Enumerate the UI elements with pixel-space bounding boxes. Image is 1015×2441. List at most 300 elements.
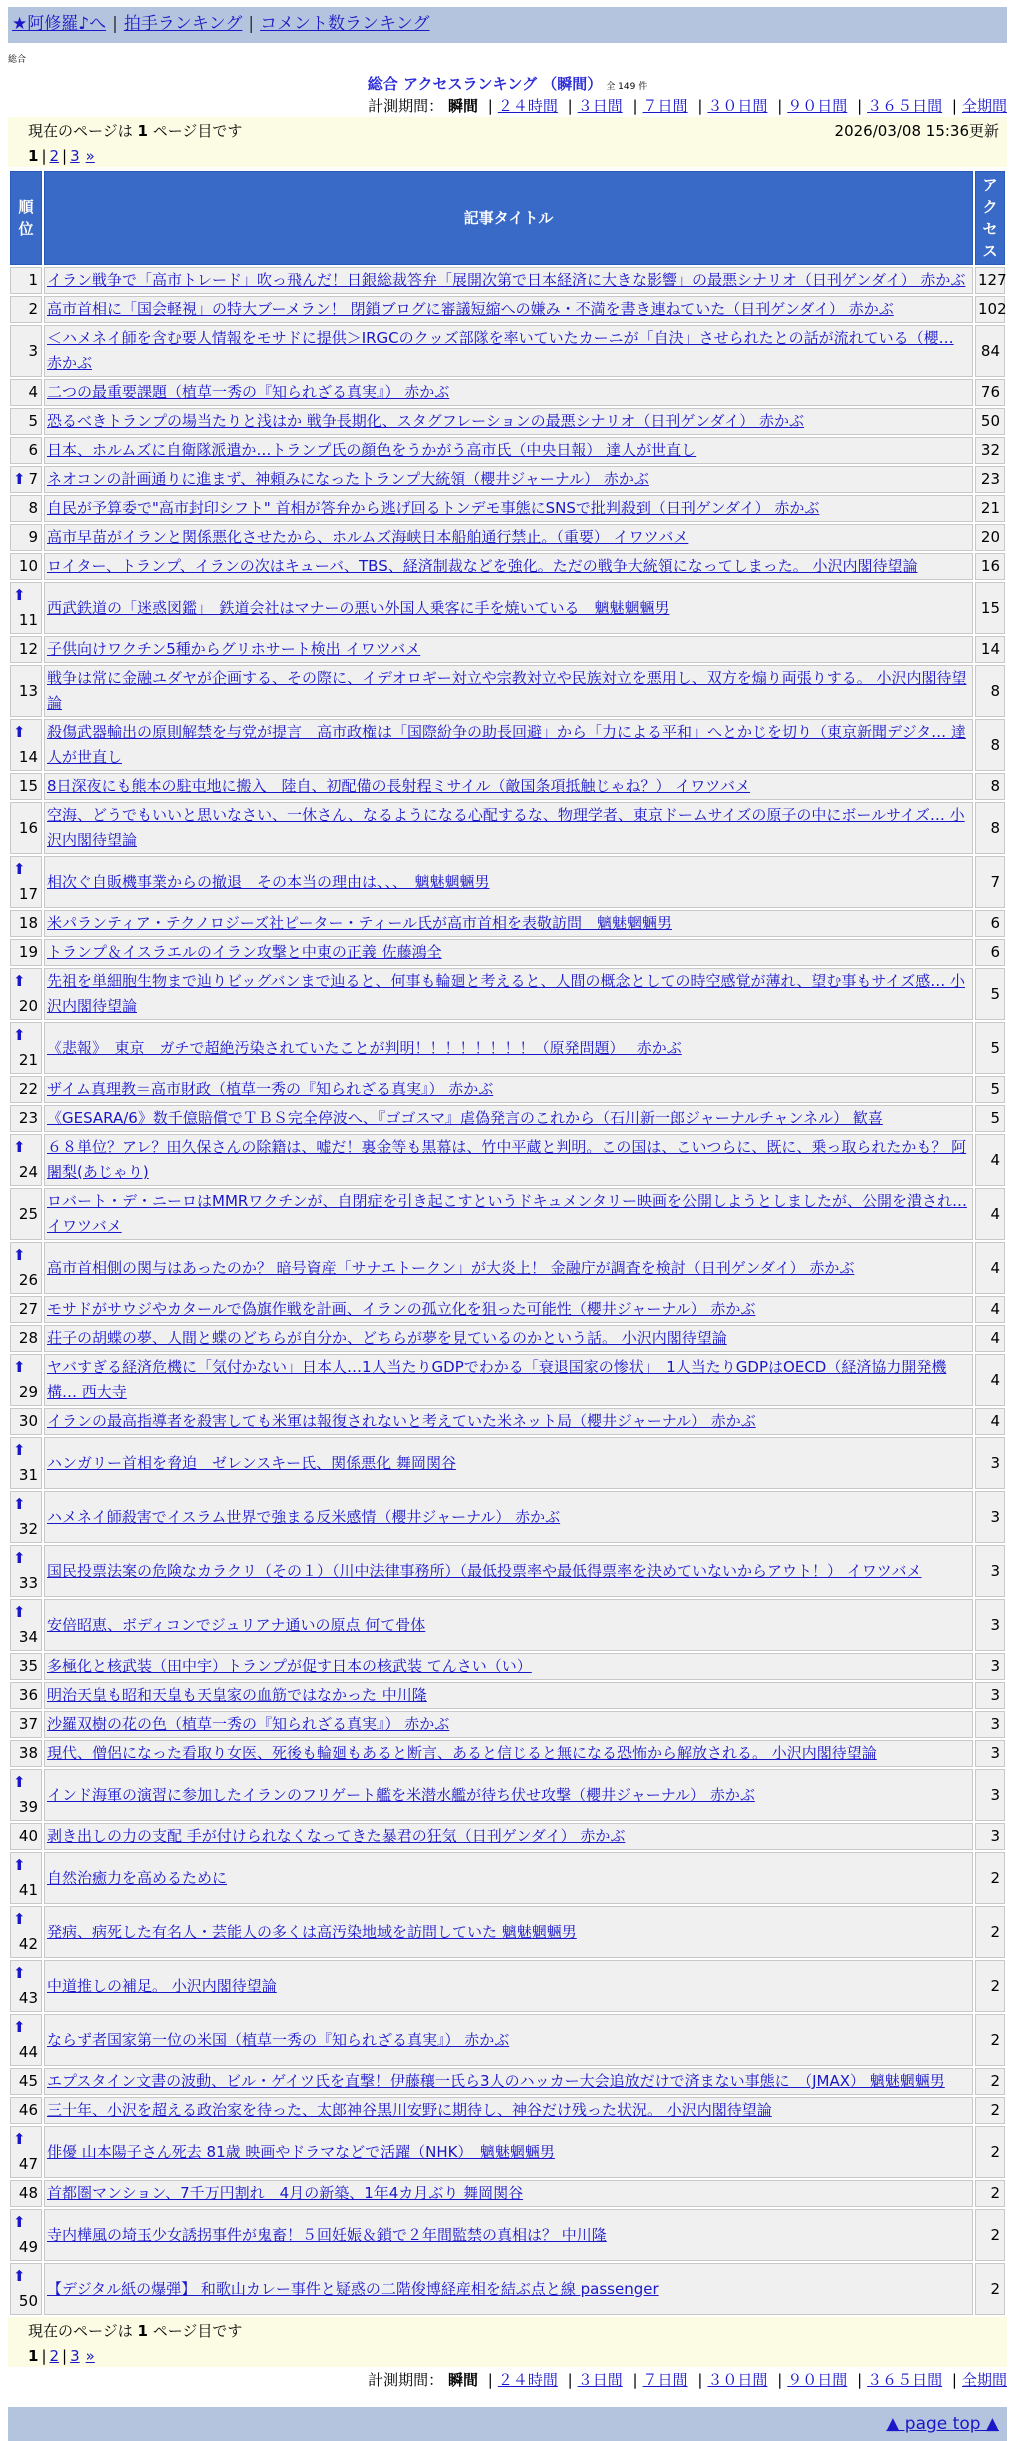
title-cell [44, 1682, 973, 1709]
article-link[interactable]: 沙羅双樹の花の色（植草一秀の『知られざる真実』） 赤かぶ [47, 1715, 450, 1733]
title-cell [44, 408, 973, 435]
access-count: 50 [975, 408, 1005, 435]
table-row [10, 325, 1005, 377]
period-24h-link[interactable]: ２４時間 [497, 97, 558, 115]
table-row [10, 719, 1005, 771]
access-count: 3 [975, 1682, 1005, 1709]
article-link[interactable]: 空海、どうでもいいと思いなさい、一休さん、なるようになる心配するな、物理学者、東京ドームサイズの原子の中にボールサイズ… 小沢内閣待望論 [47, 806, 965, 849]
pagination-top [8, 117, 1007, 167]
access-count: 4 [975, 1188, 1005, 1240]
rank-number: 16 [18, 818, 38, 837]
article-link[interactable]: 俳優 山本陽子さん死去 81歳 映画やドラマなどで活躍（NHK） 魑魅魍魎男 [47, 2142, 555, 2161]
up-arrow-icon: ⬆ [13, 470, 26, 488]
rank-number: 15 [18, 777, 38, 795]
article-link[interactable]: 三十年、小沢を超える政治家を待った、太郎神谷黒川安野に期待し、神谷だけ残った状況。 小沢内閣待望論 [47, 2101, 772, 2119]
access-count: 3 [975, 1491, 1005, 1543]
rank-number: 38 [18, 1744, 38, 1762]
page-links: 1 | 2 | 3 » [28, 2347, 95, 2365]
table-row [10, 2068, 1005, 2095]
table-row [10, 939, 1005, 966]
rank-cell [10, 2126, 42, 2178]
article-link[interactable]: ６８単位？アレ？田久保さんの除籍は、嘘だ！裏金等も黒幕は、竹中平蔵と判明。この国は、こいつらに、既に、乗っ取られたかも？ 阿闍梨(あじゃり) [47, 1138, 967, 1181]
rank-number: 29 [18, 1383, 38, 1401]
article-link[interactable]: 先祖を単細胞生物まで辿りビッグバンまで辿ると、何事も輪廻と考えると、人間の概念としての時空感覚が薄れ、望む事もサイズ感… 小沢内閣待望論 [47, 972, 965, 1015]
rank-cell [10, 1906, 42, 1958]
rank-cell [10, 524, 42, 551]
table-row [10, 1545, 1005, 1597]
article-link[interactable]: 安倍昭恵、ボディコンでジュリアナ通いの原点 何て骨体 [47, 1615, 426, 1634]
page-next-link[interactable]: » [85, 2347, 95, 2365]
period-90d-link[interactable]: ９０日間 [787, 97, 848, 115]
title-cell [44, 466, 973, 493]
period-current: 瞬間 [447, 97, 478, 115]
table-row [10, 1134, 1005, 1186]
rank-number: 49 [18, 2238, 38, 2256]
period-30d-link[interactable]: ３０日間 [707, 2371, 768, 2389]
title-cell [44, 910, 973, 937]
rank-cell [10, 1852, 42, 1904]
rank-number: 8 [28, 499, 38, 517]
access-count: 2 [975, 2126, 1005, 2178]
rank-cell [10, 582, 42, 634]
period-all-link[interactable]: 全期間 [961, 2371, 1007, 2389]
page-title [0, 73, 1015, 93]
article-link[interactable]: ハメネイ師殺害でイスラム世界で強まる反米感情（櫻井ジャーナル） 赤かぶ [47, 1507, 561, 1526]
table-row [10, 1437, 1005, 1489]
access-count: 76 [975, 379, 1005, 406]
rank-number: 35 [18, 1657, 38, 1675]
rank-cell [10, 1960, 42, 2012]
rank-number: 50 [18, 2292, 38, 2310]
article-link[interactable]: 相次ぐ自販機事業からの撤退 その本当の理由は、、、 魑魅魍魎男 [47, 872, 490, 891]
rank-cell [10, 437, 42, 464]
page-current: 1 [28, 147, 39, 165]
title-cell [44, 665, 973, 717]
up-arrow-icon: ⬆ [13, 2213, 26, 2231]
access-count: 127 [975, 267, 1005, 294]
up-arrow-icon: ⬆ [13, 1910, 26, 1928]
table-row [10, 2126, 1005, 2178]
access-count: 3 [975, 1823, 1005, 1850]
rank-cell [10, 1105, 42, 1132]
article-link[interactable]: 明治天皇も昭和天皇も天皇家の血筋ではなかった 中川隆 [47, 1686, 427, 1704]
article-link[interactable]: 日本、ホルムズに自衛隊派遣か…トランプ氏の顔色をうかがう高市氏（中央日報） 達人が世直し [47, 441, 697, 459]
period-90d-link[interactable]: ９０日間 [787, 2371, 848, 2389]
table-row [10, 665, 1005, 717]
page-suffix: ページ目です [152, 2322, 243, 2340]
article-link[interactable]: ロイター、トランプ、イランの次はキューバ、TBS、経済制裁などを強化。ただの戦争大統領になってしまった。 小沢内閣待望論 [47, 557, 918, 575]
rank-cell [10, 636, 42, 663]
table-row [10, 1076, 1005, 1103]
up-arrow-icon: ⬆ [13, 1358, 26, 1376]
rank-number: 18 [18, 914, 38, 932]
article-link[interactable]: 殺傷武器輸出の原則解禁を与党が提言 高市政権は「国際紛争の助長回避」から「力による平和」へとかじを切り（東京新聞デジタ… 達人が世直し [47, 723, 966, 766]
rank-cell [10, 267, 42, 294]
title-cell [44, 267, 973, 294]
access-count: 5 [975, 968, 1005, 1020]
article-link[interactable]: 戦争は常に金融ユダヤが企画する、その際に、イデオロギー対立や宗教対立や民族対立を悪用し、双方を煽り両張りする。 小沢内閣待望論 [47, 669, 967, 712]
rank-cell [10, 1354, 42, 1406]
access-count: 23 [975, 466, 1005, 493]
access-count: 2 [975, 2180, 1005, 2207]
table-row [10, 379, 1005, 406]
article-link[interactable]: 首都圏マンション、7千万円割れ 4月の新築、1年4カ月ぶり 舞岡関谷 [47, 2184, 524, 2202]
article-link[interactable]: 寺内樺風の埼玉少女誘拐事件が鬼畜！５回妊娠＆鎖で２年間監禁の真相は？ 中川隆 [47, 2225, 607, 2244]
table-row [10, 1906, 1005, 1958]
article-link[interactable]: 8日深夜にも熊本の駐屯地に搬入 陸自、初配備の長射程ミサイル（敵国条項抵触じゃね？） イワツバメ [47, 777, 750, 795]
rank-cell [10, 968, 42, 1020]
rank-number: 40 [18, 1827, 38, 1845]
rank-number: 25 [18, 1204, 38, 1223]
home-link[interactable]: ★阿修羅♪へ [12, 14, 107, 34]
rank-number: 11 [18, 611, 38, 629]
rank-cell [10, 1437, 42, 1489]
article-link[interactable]: 荘子の胡蝶の夢、人間と蝶のどちらが自分か、どちらが夢を見ているのかという話。 小沢内閣待望論 [47, 1329, 727, 1347]
article-link[interactable]: 発病、病死した有名人・芸能人の多くは高汚染地域を訪問していた 魑魅魍魎男 [47, 1922, 577, 1941]
rank-number: 48 [18, 2184, 38, 2202]
title-cell [44, 2263, 973, 2315]
article-link[interactable]: 中道推しの補足。 小沢内閣待望論 [47, 1976, 277, 1995]
rank-number: 13 [18, 681, 38, 700]
rank-cell [10, 296, 42, 323]
article-link[interactable]: 米パランティア・テクノロジーズ社ピーター・ティール氏が高市首相を表敬訪問 魑魅魍魎男 [47, 914, 673, 932]
rank-cell [10, 1076, 42, 1103]
access-count: 2 [975, 1960, 1005, 2012]
table-row [10, 582, 1005, 634]
title-cell [44, 1769, 973, 1821]
rank-cell [10, 1296, 42, 1323]
up-arrow-icon: ⬆ [13, 1964, 26, 1982]
up-arrow-icon: ⬆ [13, 972, 26, 990]
table-row [10, 1823, 1005, 1850]
rank-number: 44 [18, 2043, 38, 2061]
title-cell [44, 856, 973, 908]
article-link[interactable]: トランプ＆イスラエルのイラン攻撃と中東の正義 佐藤鴻全 [47, 943, 442, 961]
article-link[interactable]: ハンガリー首相を脅迫 ゼレンスキー氏、関係悪化 舞岡関谷 [47, 1453, 456, 1472]
rank-cell [10, 379, 42, 406]
access-count: 2 [975, 2263, 1005, 2315]
rank-cell [10, 1134, 42, 1186]
rank-number: 12 [18, 640, 38, 658]
title-cell [44, 1296, 973, 1323]
period-all-link[interactable]: 全期間 [961, 97, 1007, 115]
table-row [10, 1852, 1005, 1904]
rank-number: 9 [28, 528, 38, 546]
up-arrow-icon: ⬆ [13, 1441, 26, 1459]
title-cell [44, 582, 973, 634]
table-row [10, 1653, 1005, 1680]
rank-number: 43 [18, 1989, 38, 2007]
table-row [10, 1242, 1005, 1294]
category-label: 総合 [8, 55, 27, 65]
current-page-text [28, 2320, 999, 2341]
title-cell [44, 636, 973, 663]
title-cell [44, 1437, 973, 1489]
page-suffix: ページ目です [152, 122, 243, 140]
page-prefix: 現在のページは [28, 122, 133, 140]
period-3d-link[interactable]: ３日間 [577, 2371, 623, 2389]
access-count: 2 [975, 2068, 1005, 2095]
rank-number: 22 [18, 1080, 38, 1098]
title-cell [44, 325, 973, 377]
table-row [10, 2263, 1005, 2315]
table-row [10, 2014, 1005, 2066]
title-cell [44, 1545, 973, 1597]
access-count: 8 [975, 665, 1005, 717]
title-cell [44, 1906, 973, 1958]
period-label: 計測期間： [368, 2371, 444, 2389]
table-header-row [10, 171, 1005, 265]
rank-cell [10, 466, 42, 493]
article-link[interactable]: 高市首相に「国会軽視」の特大ブーメラン！ 閉鎖ブログに審議短縮への嫌み・不満を書き連ねていた（日刊ゲンダイ） 赤かぶ [47, 300, 894, 318]
period-365d-link[interactable]: ３６５日間 [867, 97, 943, 115]
rank-cell [10, 1740, 42, 1767]
access-count: 3 [975, 1711, 1005, 1738]
rank-cell [10, 2180, 42, 2207]
period-7d-link[interactable]: ７日間 [642, 97, 688, 115]
article-link[interactable]: 【デジタル紙の爆弾】 和歌山カレー事件と疑惑の二階俊博経産相を結ぶ点と線 passenger [47, 2279, 659, 2298]
table-row [10, 1296, 1005, 1323]
rank-number: 21 [18, 1051, 38, 1069]
title-cell [44, 1852, 973, 1904]
access-count: 15 [975, 582, 1005, 634]
article-link[interactable]: イラン戦争で「高市トレード」吹っ飛んだ！日銀総裁答弁「展開次第で日本経済に大きな影響」の最悪シナリオ（日刊ゲンダイ） 赤かぶ [47, 271, 966, 289]
access-count: 102 [975, 296, 1005, 323]
period-selector-bottom: 計測期間： 瞬間 | ２４時間 | ３日間 | ７日間 | ３０日間 | ９０日間 | ３６５日間 | 全期間 [368, 2371, 1007, 2389]
table-row [10, 1682, 1005, 1709]
up-arrow-icon: ⬆ [13, 1026, 26, 1044]
pagination-bottom [8, 2317, 1007, 2367]
rank-number: 26 [18, 1271, 38, 1289]
access-count: 8 [975, 719, 1005, 771]
nav-separator: | [112, 14, 118, 34]
rank-number: 34 [18, 1628, 38, 1646]
rank-cell [10, 2014, 42, 2066]
rank-number: 39 [18, 1798, 38, 1816]
rank-number: 1 [28, 271, 38, 289]
rank-cell [10, 2209, 42, 2261]
rank-cell [10, 408, 42, 435]
rank-number: 20 [18, 997, 38, 1015]
updated-timestamp: 2026/03/08 15:36更新 [834, 122, 999, 140]
rank-cell [10, 2263, 42, 2315]
up-arrow-icon: ⬆ [13, 1246, 26, 1264]
page-2-link[interactable]: 2 [49, 2347, 60, 2365]
rank-number: 10 [18, 557, 38, 575]
page-top-link[interactable]: ▲ page top ▲ [886, 2414, 999, 2434]
up-arrow-icon: ⬆ [13, 2130, 26, 2148]
title-cell [44, 2180, 973, 2207]
table-row [10, 2209, 1005, 2261]
article-link[interactable]: ザイム真理教＝高市財政（植草一秀の『知られざる真実』） 赤かぶ [47, 1080, 494, 1098]
rank-number: 32 [18, 1520, 38, 1538]
rank-cell [10, 1823, 42, 1850]
period-selector-top: 計測期間： 瞬間 | ２４時間 | ３日間 | ７日間 | ３０日間 | ９０日間 | ３６５日間 | 全期間 [368, 97, 1007, 115]
up-arrow-icon: ⬆ [13, 2267, 26, 2285]
title-cell [44, 1076, 973, 1103]
table-row [10, 1105, 1005, 1132]
article-link[interactable]: 現代、僧侶になった看取り女医、死後も輪廻もあると断言、あると信じると無になる恐怖から解放される。 小沢内閣待望論 [47, 1744, 877, 1762]
article-link[interactable]: 二つの最重要課題（植草一秀の『知られざる真実』） 赤かぶ [47, 383, 450, 401]
article-link[interactable]: 子供向けワクチン5種からグリホサート検出 イワツバメ [47, 640, 421, 658]
article-link[interactable]: 国民投票法案の危険なカラクリ（その１）（川中法律事務所）（最低投票率や最低得票率を決めていないからアウト！） イワツバメ [47, 1561, 922, 1580]
table-row [10, 1960, 1005, 2012]
access-count: 84 [975, 325, 1005, 377]
title-cell [44, 2014, 973, 2066]
title-cell [44, 1354, 973, 1406]
page-title-text: 総合 アクセスランキング （瞬間） [367, 75, 603, 93]
access-count: 3 [975, 1599, 1005, 1651]
access-count: 20 [975, 524, 1005, 551]
article-link[interactable]: 高市首相側の関与はあったのか？ 暗号資産「サナエトークン」が大炎上！ 金融庁が調査を検討（日刊ゲンダイ） 赤かぶ [47, 1258, 855, 1277]
title-cell [44, 968, 973, 1020]
article-link[interactable]: 自然治癒力を高めるために [47, 1868, 228, 1887]
access-count: 4 [975, 1408, 1005, 1435]
access-count: 3 [975, 1653, 1005, 1680]
access-count: 5 [975, 1105, 1005, 1132]
table-row [10, 296, 1005, 323]
access-count: 2 [975, 1906, 1005, 1958]
article-link[interactable]: ヤバすぎる経済危機に「気付かない」日本人…1人当たりGDPでわかる「衰退国家の惨状」 1人当たりGDPはOECD（経済協力開発機構… 西大寺 [47, 1358, 947, 1401]
article-link[interactable]: 西武鉄道の「迷惑図鑑」 鉄道会社はマナーの悪い外国人乗客に手を焼いている 魑魅魍魎男 [47, 598, 670, 617]
access-count: 6 [975, 910, 1005, 937]
title-cell [44, 2068, 973, 2095]
article-link[interactable]: 《悲報》 東京 ガチで超絶汚染されていたことが判明！！！！！！！！（原発問題） 赤かぶ [47, 1038, 682, 1057]
title-cell [44, 379, 973, 406]
table-row [10, 267, 1005, 294]
rank-number: 27 [18, 1300, 38, 1318]
up-arrow-icon: ⬆ [13, 1138, 26, 1156]
title-cell [44, 1105, 973, 1132]
table-row [10, 968, 1005, 1020]
up-arrow-icon: ⬆ [13, 1856, 26, 1874]
table-row [10, 1325, 1005, 1352]
article-link[interactable]: ならず者国家第一位の米国（植草一秀の『知られざる真実』） 赤かぶ [47, 2030, 510, 2049]
ranking-body [10, 267, 1005, 2315]
rank-number: 2 [28, 300, 38, 318]
rank-number: 19 [18, 943, 38, 961]
rank-number: 17 [18, 885, 38, 903]
title-cell [44, 1408, 973, 1435]
table-row [10, 2097, 1005, 2124]
period-3d-link[interactable]: ３日間 [577, 97, 623, 115]
access-count: 32 [975, 437, 1005, 464]
rank-cell [10, 719, 42, 771]
article-link[interactable]: モサドがサウジやカタールで偽旗作戦を計画、イランの孤立化を狙った可能性（櫻井ジャーナル） 赤かぶ [47, 1300, 756, 1318]
page-2-link[interactable]: 2 [49, 147, 60, 165]
title-header: 記事タイトル [44, 171, 973, 265]
title-cell [44, 2209, 973, 2261]
rank-cell [10, 325, 42, 377]
access-count: 2 [975, 2209, 1005, 2261]
title-cell [44, 2097, 973, 2124]
table-row [10, 1769, 1005, 1821]
up-arrow-icon: ⬆ [13, 723, 26, 741]
table-row [10, 466, 1005, 493]
article-link[interactable]: 自民が予算委で"高市封印シフト" 首相が答弁から逃げ回るトンデモ事態にSNSで批判殺到（日刊ゲンダイ） 赤かぶ [47, 499, 820, 517]
title-cell [44, 1960, 973, 2012]
article-link[interactable]: ネオコンの計画通りに進まず、神頼みになったトランプ大統領（櫻井ジャーナル） 赤かぶ [47, 470, 649, 488]
rank-number: 23 [18, 1109, 38, 1127]
access-count: 3 [975, 1740, 1005, 1767]
up-arrow-icon: ⬆ [13, 860, 26, 878]
article-link[interactable]: 高市早苗がイランと関係悪化させたから、ホルムズ海峡日本船舶通行禁止。（重要） イワツバメ [47, 528, 689, 546]
period-30d-link[interactable]: ３０日間 [707, 97, 768, 115]
up-arrow-icon: ⬆ [13, 586, 26, 604]
table-row [10, 495, 1005, 522]
rank-cell [10, 939, 42, 966]
access-count: 8 [975, 773, 1005, 800]
ranking-table [8, 169, 1007, 2317]
rank-cell [10, 1022, 42, 1074]
table-row [10, 1491, 1005, 1543]
table-row [10, 1740, 1005, 1767]
period-365d-link[interactable]: ３６５日間 [867, 2371, 943, 2389]
access-count: 2 [975, 1852, 1005, 1904]
rank-cell [10, 1769, 42, 1821]
access-count: 4 [975, 1296, 1005, 1323]
title-cell [44, 1491, 973, 1543]
rank-cell [10, 1491, 42, 1543]
article-link[interactable]: エプスタイン文書の波動、ビル・ゲイツ氏を直撃！伊藤穰一氏ら3人のハッカー大会追放だけで済まない事態に （JMAX） 魑魅魍魎男 [47, 2072, 945, 2090]
rank-number: 45 [18, 2072, 38, 2090]
table-row [10, 1711, 1005, 1738]
period-7d-link[interactable]: ７日間 [642, 2371, 688, 2389]
article-link[interactable]: 《GESARA/6》数千億賠償でＴＢＳ完全停波へ、『ゴゴスマ』虐偽発言のこれから（石川新一郎ジャーナルチャンネル） 歓喜 [47, 1109, 883, 1127]
page-next-link[interactable]: » [85, 147, 95, 165]
up-arrow-icon: ⬆ [13, 1495, 26, 1513]
article-link[interactable]: 多極化と核武装（田中宇）トランプが促す日本の核武装 てんさい（い） [47, 1657, 532, 1675]
up-arrow-icon: ⬆ [13, 1549, 26, 1567]
period-label: 計測期間： [368, 97, 444, 115]
access-count: 3 [975, 1437, 1005, 1489]
table-row [10, 910, 1005, 937]
title-cell [44, 524, 973, 551]
up-arrow-icon: ⬆ [13, 1773, 26, 1791]
comment-ranking-link[interactable]: コメント数ランキング [260, 14, 430, 34]
rank-cell [10, 2097, 42, 2124]
up-arrow-icon: ⬆ [13, 2018, 26, 2036]
access-count: 4 [975, 1134, 1005, 1186]
top-nav [8, 7, 1007, 43]
title-cell [44, 1823, 973, 1850]
access-count: 5 [975, 1022, 1005, 1074]
table-row [10, 1022, 1005, 1074]
applause-ranking-link[interactable]: 拍手ランキング [123, 14, 243, 34]
rank-number: 4 [28, 383, 38, 401]
table-row [10, 408, 1005, 435]
title-cell [44, 1022, 973, 1074]
access-count: 5 [975, 1076, 1005, 1103]
page-3-link[interactable]: 3 [70, 147, 80, 165]
page-3-link[interactable]: 3 [70, 2347, 80, 2365]
period-24h-link[interactable]: ２４時間 [497, 2371, 558, 2389]
article-link[interactable]: インド海軍の演習に参加したイランのフリゲート艦を米潜水艦が待ち伏せ攻撃（櫻井ジャーナル） 赤かぶ [47, 1785, 755, 1804]
access-count: 4 [975, 1242, 1005, 1294]
table-row [10, 2180, 1005, 2207]
period-current: 瞬間 [447, 2371, 478, 2389]
article-link[interactable]: イランの最高指導者を殺害しても米軍は報復されないと考えていた米ネット局（櫻井ジャーナル） 赤かぶ [47, 1412, 756, 1430]
title-cell [44, 553, 973, 580]
article-link[interactable]: 剥き出しの力の支配 手が付けられなくなってきた暴君の狂気（日刊ゲンダイ） 赤かぶ [47, 1827, 626, 1845]
title-cell [44, 1711, 973, 1738]
rank-cell [10, 1325, 42, 1352]
article-link[interactable]: ロバート・デ・ニーロはMMRワクチンが、自閉症を引き起こすというドキュメンタリー映画を公開しようとしましたが、公開を潰され… イワツバメ [47, 1192, 967, 1235]
article-link[interactable]: ＜ハメネイ師を含む要人情報をモサドに提供＞IRGCのクッズ部隊を率いていたカーニが「自決」させられたとの話が流れている（櫻… 赤かぶ [47, 329, 954, 372]
rank-cell [10, 856, 42, 908]
rank-cell [10, 1242, 42, 1294]
article-link[interactable]: 恐るべきトランプの場当たりと浅はか 戦争長期化、スタグフレーションの最悪シナリオ（日刊ゲンダイ） 赤かぶ [47, 412, 804, 430]
